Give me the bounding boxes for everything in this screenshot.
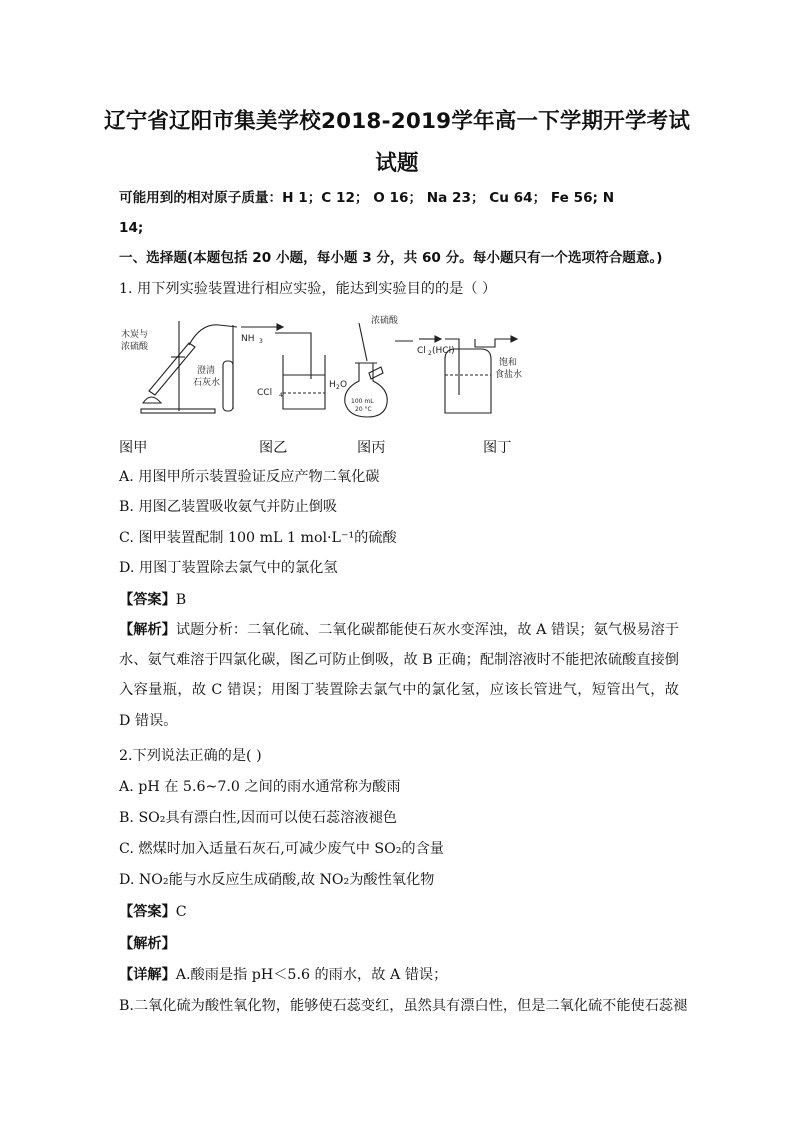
page-title-line2: 试题 bbox=[375, 151, 419, 176]
question-1-option-c: C. 图甲装置配制 100 mL 1 mol·L⁻¹的硫酸 bbox=[119, 530, 397, 546]
figure-label-cl2: Cl bbox=[417, 346, 426, 356]
question-2-analysis-tag: 【解析】 bbox=[119, 936, 176, 952]
caption-figure-ding: 图丁 bbox=[483, 440, 512, 456]
question-1-figures bbox=[119, 313, 539, 423]
analysis-tag: 【解析】 bbox=[119, 622, 176, 638]
svg-text:2: 2 bbox=[336, 384, 340, 391]
question-2-option-d: D. NO₂能与水反应生成硝酸,故 NO₂为酸性氧化物 bbox=[119, 872, 435, 888]
figure-label-muxtan: 木炭与 bbox=[121, 330, 149, 340]
question-1-option-a: A. 用图甲所示装置验证反应产物二氧化碳 bbox=[119, 469, 380, 485]
atomic-mass-line2: 14; bbox=[119, 220, 144, 236]
svg-text:O: O bbox=[340, 380, 348, 390]
figure-label-flask-volume: 100 mL bbox=[351, 398, 374, 405]
caption-figure-jia: 图甲 bbox=[119, 440, 148, 456]
figure-jia-apparatus bbox=[141, 321, 237, 413]
analysis-text: 试题分析：二氧化硫、二氧化碳都能使石灰水变浑浊，故 A 错误；氨气极易溶于水、氨气难溶于四氯化碳，图乙可防止倒吸，故 B 正确；配制溶液时不能把浓硫酸直接倒入容量瓶，故 C 错误；用图丁装置除去氯气中的氯化氢，应该长管进气，短管出气，故 D 错误。 bbox=[119, 622, 679, 729]
question-1-option-b: B. 用图乙装置吸收氨气并防止倒吸 bbox=[119, 499, 338, 515]
question-2-option-b: B. SO₂具有漂白性,因而可以使石蕊溶液褪色 bbox=[119, 810, 397, 826]
question-2-detail-1 bbox=[119, 965, 679, 985]
question-2-stem: 2.下列说法正确的是( ) bbox=[119, 748, 262, 764]
caption-figure-yi: 图乙 bbox=[259, 440, 288, 456]
figure-label-h2o: H bbox=[329, 380, 336, 390]
detail-text-1: A.酸雨是指 pH＜5.6 的雨水，故 A 错误； bbox=[175, 967, 448, 983]
question-2-option-a: A. pH 在 5.6~7.0 之间的雨水通常称为酸雨 bbox=[119, 779, 401, 795]
svg-text:4: 4 bbox=[279, 392, 283, 399]
figure-label-ccl4: CCl bbox=[257, 388, 273, 398]
figure-label-hcl: (HCl) bbox=[432, 346, 455, 356]
figure-label-nh3: NH bbox=[241, 334, 255, 344]
answer-value: B bbox=[175, 592, 187, 608]
figure-label-flask-temp: 20 °C bbox=[355, 406, 372, 413]
figure-label-shihuishui: 石灰水 bbox=[193, 378, 221, 388]
svg-text:2: 2 bbox=[428, 350, 432, 357]
question-1-stem: 1. 用下列实验装置进行相应实验，能达到实验目的的是（ ） bbox=[119, 281, 497, 297]
question-2-detail-2: B.二氧化硫为酸性氧化物，能够使石蕊变红，虽然具有漂白性，但是二氧化硫不能使石蕊褪 bbox=[119, 998, 688, 1014]
figure-label-baohe: 饱和 bbox=[499, 358, 518, 368]
answer-tag: 【答案】 bbox=[119, 592, 176, 608]
section-heading: 一、选择题(本题包括 20 小题，每小题 3 分，共 60 分。每小题只有一个选项符合题意。) bbox=[119, 250, 663, 266]
answer-value: C bbox=[175, 904, 187, 920]
svg-text:3: 3 bbox=[259, 338, 263, 345]
caption-figure-bing: 图丙 bbox=[357, 440, 386, 456]
question-2-answer bbox=[119, 902, 679, 922]
answer-tag: 【答案】 bbox=[119, 904, 176, 920]
detail-tag: 【详解】 bbox=[119, 967, 176, 983]
atomic-mass-line1: 可能用到的相对原子质量：H 1；C 12； O 16； Na 23； Cu 64； Fe 56; N bbox=[119, 190, 615, 206]
figure-label-shiyanshui: 食盐水 bbox=[495, 370, 523, 380]
question-2-option-c: C. 燃煤时加入适量石灰石,可减少废气中 SO₂的含量 bbox=[119, 841, 444, 857]
page-title-line1: 辽宁省辽阳市集美学校2018-2019学年高一下学期开学考试 bbox=[103, 109, 691, 134]
question-1-option-d: D. 用图丁装置除去氯气中的氯化氢 bbox=[119, 560, 338, 576]
figure-label-conc-acid: 浓硫酸 bbox=[371, 316, 399, 326]
question-1-answer bbox=[119, 590, 679, 610]
figure-label-chengqing: 澄清 bbox=[197, 366, 216, 376]
question-1-analysis bbox=[119, 615, 679, 736]
figure-label-nongliusuan: 浓硫酸 bbox=[121, 342, 149, 352]
